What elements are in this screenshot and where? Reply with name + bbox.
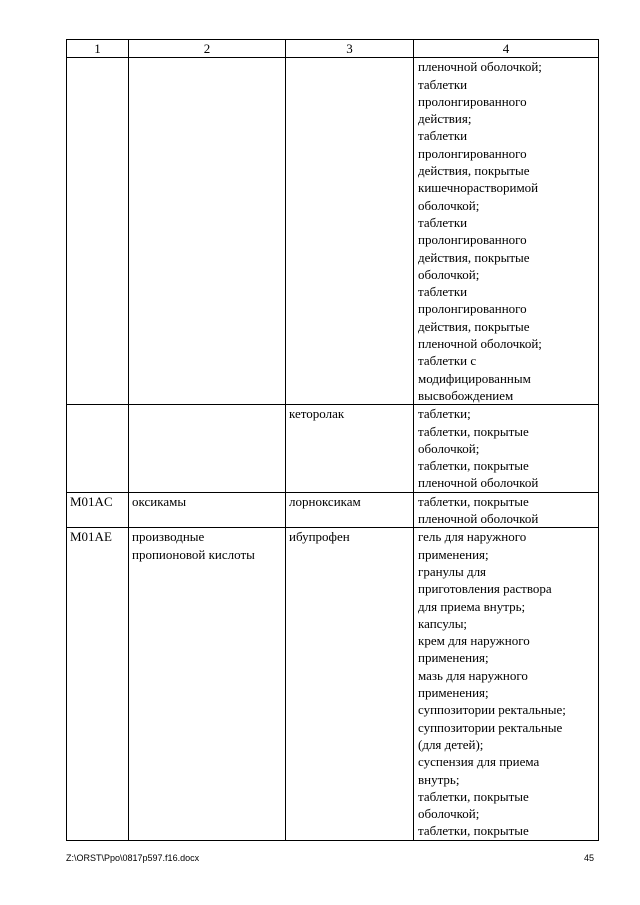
group-line: пропионовой кислоты bbox=[132, 546, 255, 562]
atc-code-cell bbox=[67, 492, 129, 528]
dosage-forms-cell bbox=[414, 405, 599, 492]
dosage-form-line: таблетки; bbox=[418, 406, 471, 422]
drug-name: лорноксикам bbox=[289, 493, 361, 509]
table-row bbox=[67, 528, 599, 840]
table-row bbox=[67, 492, 599, 528]
group-cell bbox=[129, 405, 286, 492]
dosage-form-line: таблетки, покрытые bbox=[418, 423, 529, 439]
dosage-form-line: пленочной оболочкой; bbox=[418, 336, 542, 352]
group-cell bbox=[129, 528, 286, 840]
dosage-form-line: пролонгированного bbox=[418, 301, 527, 317]
dosage-form-line: таблетки bbox=[418, 128, 468, 144]
atc-code-cell bbox=[67, 405, 129, 492]
dosage-form-line: таблетки bbox=[418, 284, 468, 300]
dosage-form-line: внутрь; bbox=[418, 771, 460, 787]
dosage-form-line: действия, покрытые bbox=[418, 318, 530, 334]
dosage-form-line: таблетки с bbox=[418, 353, 477, 369]
group-line: оксикамы bbox=[132, 493, 187, 509]
dosage-form-line: пленочной оболочкой; bbox=[418, 59, 542, 75]
dosage-form-line: оболочкой; bbox=[418, 440, 480, 456]
dosage-form-line: пролонгированного bbox=[418, 93, 527, 109]
dosage-form-line: пленочной оболочкой bbox=[418, 511, 539, 527]
table-row bbox=[67, 405, 599, 492]
dosage-form-line: пленочной оболочкой bbox=[418, 475, 539, 491]
dosage-form-line: таблетки bbox=[418, 214, 468, 230]
dosage-form-line: капсулы; bbox=[418, 615, 468, 631]
dosage-form-line: применения; bbox=[418, 650, 489, 666]
column-header-1: 1 bbox=[67, 40, 129, 58]
drug-name: ибупрофен bbox=[289, 529, 350, 545]
column-header-3: 3 bbox=[286, 40, 414, 58]
dosage-form-line: гранулы для bbox=[418, 563, 487, 579]
dosage-form-line: применения; bbox=[418, 546, 489, 562]
dosage-form-line: кишечнорастворимой bbox=[418, 180, 539, 196]
dosage-form-line: пролонгированного bbox=[418, 145, 527, 161]
drug-name-cell bbox=[286, 492, 414, 528]
dosage-form-line: мазь для наружного bbox=[418, 667, 528, 683]
dosage-form-line: для приема внутрь; bbox=[418, 598, 526, 614]
drug-name-cell bbox=[286, 58, 414, 405]
dosage-form-line: крем для наружного bbox=[418, 633, 530, 649]
dosage-form-line: суппозитории ректальные bbox=[418, 719, 563, 735]
dosage-form-line: суппозитории ректальные; bbox=[418, 702, 566, 718]
dosage-form-line: оболочкой; bbox=[418, 266, 480, 282]
column-header-2: 2 bbox=[129, 40, 286, 58]
page-number: 45 bbox=[584, 853, 595, 863]
atc-code-cell bbox=[67, 528, 129, 840]
dosage-form-line: таблетки, покрытые bbox=[418, 458, 529, 474]
dosage-form-line: приготовления раствора bbox=[418, 581, 552, 597]
drug-name-cell bbox=[286, 528, 414, 840]
table-body bbox=[67, 58, 599, 840]
dosage-form-line: оболочкой; bbox=[418, 197, 480, 213]
dosage-form-line: оболочкой; bbox=[418, 806, 480, 822]
dosage-form-line: (для детей); bbox=[418, 736, 484, 752]
atc-code-cell bbox=[67, 58, 129, 405]
dosage-form-line: таблетки, покрытые bbox=[418, 788, 529, 804]
dosage-form-line: модифицированным bbox=[418, 370, 531, 386]
dosage-form-line: высвобождением bbox=[418, 387, 514, 403]
dosage-form-line: гель для наружного bbox=[418, 529, 527, 545]
header-row bbox=[67, 40, 599, 58]
dosage-form-line: действия; bbox=[418, 111, 472, 127]
dosage-form-line: таблетки, покрытые bbox=[418, 493, 529, 509]
footer-file-path: Z:\ORST\Ppo\0817p597.f16.docx bbox=[66, 853, 200, 863]
dosage-form-line: суспензия для приема bbox=[418, 754, 540, 770]
group-line: производные bbox=[132, 529, 205, 545]
drug-name-cell bbox=[286, 405, 414, 492]
dosage-form-line: действия, покрытые bbox=[418, 163, 530, 179]
dosage-form-line: применения; bbox=[418, 685, 489, 701]
atc-code: M01AE bbox=[70, 529, 112, 545]
column-header-4: 4 bbox=[414, 40, 599, 58]
table-row bbox=[67, 58, 599, 405]
drug-table bbox=[66, 39, 599, 841]
dosage-form-line: таблетки bbox=[418, 76, 468, 92]
dosage-form-line: пролонгированного bbox=[418, 232, 527, 248]
dosage-forms-cell bbox=[414, 58, 599, 405]
atc-code: M01AC bbox=[70, 493, 113, 509]
group-cell bbox=[129, 58, 286, 405]
dosage-form-line: таблетки, покрытые bbox=[418, 823, 529, 839]
dosage-forms-cell bbox=[414, 528, 599, 840]
dosage-forms-cell bbox=[414, 492, 599, 528]
drug-name: кеторолак bbox=[289, 406, 345, 422]
group-cell bbox=[129, 492, 286, 528]
dosage-form-line: действия, покрытые bbox=[418, 249, 530, 265]
